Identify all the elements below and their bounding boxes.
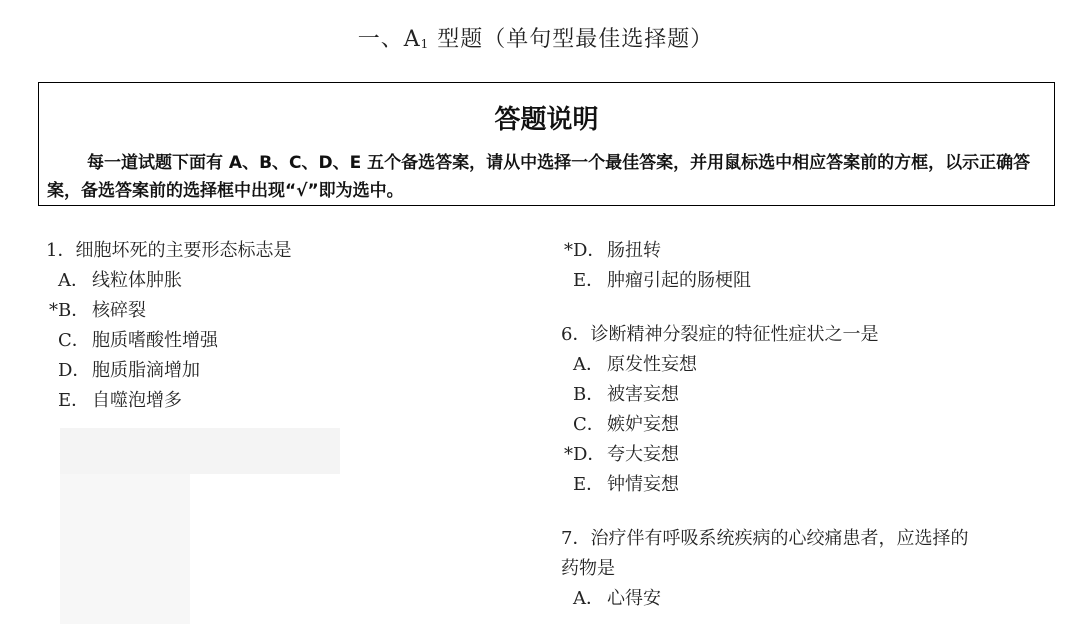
option-letter: E．: [58, 390, 90, 411]
answer-option[interactable]: [561, 266, 1041, 296]
instructions-body: 每一道试题下面有 A、B、C、D、E 五个备选答案，请从中选择一个最佳答案，并用鼠标选中相应答案前的方框，以示正确答案，备选答案前的选择框中出现“√”即为选中。: [47, 153, 1031, 201]
option-letter: C．: [58, 330, 90, 351]
correct-marker: *: [564, 444, 573, 465]
option-text: 胞质嗜酸性增强: [92, 330, 218, 351]
option-letter: D．: [573, 240, 606, 261]
answer-option[interactable]: [561, 380, 1041, 410]
answer-option[interactable]: [561, 584, 1041, 614]
option-text: 嫉妒妄想: [607, 414, 679, 435]
answer-option[interactable]: [46, 266, 526, 296]
right-column: [561, 236, 1041, 614]
answer-option[interactable]: [561, 350, 1041, 380]
option-text: 夸大妄想: [607, 444, 679, 465]
option-letter: D．: [58, 360, 91, 381]
option-text: 线粒体肿胀: [92, 270, 182, 291]
option-text: 被害妄想: [607, 384, 679, 405]
answer-option[interactable]: [46, 386, 526, 416]
option-text: 核碎裂: [92, 300, 146, 321]
option-text: 胞质脂滴增加: [92, 360, 200, 381]
answer-option[interactable]: [561, 470, 1041, 500]
correct-marker: *: [49, 300, 58, 321]
option-letter: E．: [573, 474, 605, 495]
answer-option[interactable]: [561, 440, 1041, 470]
option-text: 心得安: [607, 588, 661, 609]
option-letter: C．: [573, 414, 605, 435]
option-text: 自噬泡增多: [92, 390, 182, 411]
answer-option[interactable]: [561, 236, 1041, 266]
answer-option[interactable]: [561, 410, 1041, 440]
option-text: 肿瘤引起的肠梗阻: [607, 270, 751, 291]
answer-option[interactable]: [46, 326, 526, 356]
option-list: [561, 236, 1041, 296]
option-list: [561, 584, 1041, 614]
instructions-box: [38, 82, 1055, 206]
question-stem: 6．诊断精神分裂症的特征性症状之一是: [561, 324, 879, 345]
option-letter: A．: [573, 588, 604, 609]
option-text: 钟情妄想: [607, 474, 679, 495]
option-letter: B．: [573, 384, 605, 405]
option-letter: A．: [573, 354, 604, 375]
option-letter: B．: [58, 300, 90, 321]
blurred-region: [60, 428, 340, 474]
option-list: [561, 350, 1041, 500]
answer-option[interactable]: [46, 356, 526, 386]
answer-option[interactable]: [46, 296, 526, 326]
instructions-heading: 答题说明: [494, 105, 599, 135]
left-column: [46, 236, 526, 416]
option-text: 肠扭转: [607, 240, 661, 261]
question-stem: 药物是: [561, 558, 615, 579]
option-list: [46, 266, 526, 416]
question-stem: 7．治疗伴有呼吸系统疾病的心绞痛患者，应选择的: [561, 528, 969, 549]
option-letter: D．: [573, 444, 606, 465]
option-text: 原发性妄想: [607, 354, 697, 375]
section-title: 一、$A_1$ 型题（单句型最佳选择题）: [357, 27, 714, 52]
option-letter: E．: [573, 270, 605, 291]
correct-marker: *: [564, 240, 573, 261]
question-stem: 1．细胞坏死的主要形态标志是: [46, 240, 292, 261]
option-letter: A．: [58, 270, 89, 291]
